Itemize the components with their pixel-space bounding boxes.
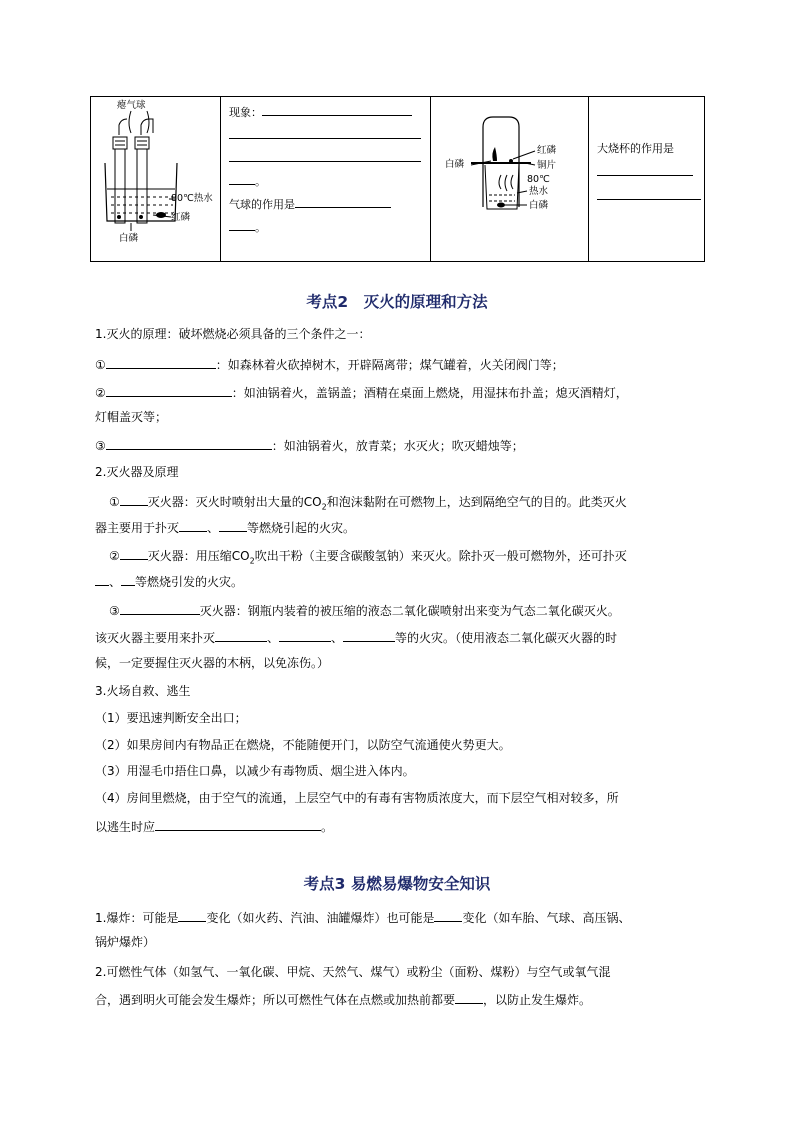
extinguisher-3-text-3: 等的火灾。（使用液态二氧化碳灭火器的时	[395, 631, 618, 645]
extinguisher-3	[109, 601, 620, 619]
method-3-blank[interactable]	[106, 436, 272, 450]
extinguisher-3-text: 灭火器：钢瓶内装着的被压缩的液态二氧化碳喷射出来变为气态二氧化碳灭火。	[199, 604, 620, 618]
escape-heading: 3.火场自救、逃生	[95, 684, 191, 698]
method-1	[95, 355, 564, 373]
extinguisher-1-text-3: 器主要用于扑灭	[95, 521, 180, 535]
beaker-role-cell	[589, 97, 705, 262]
method-2-continued: 灯帽盖灭等；	[95, 410, 168, 424]
method-3-number: ③	[95, 439, 106, 453]
extinguisher-3-type-blank[interactable]	[120, 601, 200, 615]
beaker-role-blank-2[interactable]	[597, 185, 701, 200]
extinguisher-1-number: ①	[109, 495, 120, 509]
extinguisher-2-text-3: 等燃烧引发的火灾。	[135, 575, 244, 589]
section-3-title: 考点3 易燃易爆物安全知识	[303, 875, 491, 893]
extinguisher-2-number: ②	[109, 549, 120, 563]
balloon-role-blank[interactable]	[295, 193, 391, 208]
experiment-table	[90, 96, 705, 262]
method-2-number: ②	[95, 386, 106, 400]
red-phosphorus-label: 红磷	[171, 212, 191, 223]
extinguisher-2-blank-a[interactable]	[95, 572, 109, 586]
extinguisher-3-continued	[95, 628, 617, 646]
extinguisher-heading: 2.灭火器及原理	[95, 465, 179, 479]
extinguisher-3-blank-c[interactable]	[343, 628, 395, 642]
method-1-number: ①	[95, 358, 106, 372]
explosion-line-2: 锅炉爆炸）	[95, 935, 156, 949]
extinguisher-2-continued	[95, 572, 243, 590]
phenomenon-blank-3[interactable]	[229, 147, 421, 162]
extinguisher-3-number: ③	[109, 604, 120, 618]
flammable-gas-line-1: 2.可燃性气体（如氢气、一氧化碳、甲烷、天然气、煤气）或粉尘（面粉、煤粉）与空气或氧气混	[95, 965, 611, 979]
separator-3: 、	[267, 631, 280, 645]
extinguisher-3-blank-a[interactable]	[215, 628, 267, 642]
method-2-text: ：如油锅着火，盖锅盖；酒精在桌面上燃烧，用湿抹布扑盖；熄灭酒精灯，	[231, 386, 628, 400]
beaker-role-label: 大烧杯的作用是	[597, 142, 674, 155]
beaker-role-blank-1[interactable]	[597, 161, 693, 176]
escape-blank[interactable]	[155, 817, 321, 831]
extinguisher-1-blank-a[interactable]	[179, 518, 207, 532]
extinguisher-1-text: 灭火器：灭火时喷射出大量的CO	[147, 495, 322, 509]
extinguisher-2-text: 灭火器：用压缩CO	[147, 549, 250, 563]
explosion-text-1: 1.爆炸：可能是	[95, 911, 179, 925]
purity-check-blank[interactable]	[455, 990, 483, 1004]
hot-water-label-2: 热水	[529, 186, 549, 197]
extinguisher-2-blank-b[interactable]	[121, 572, 135, 586]
method-1-text: ：如森林着火砍掉树木，开辟隔离带；煤气罐着，火关闭阀门等；	[215, 358, 564, 372]
extinguisher-1-text-2: 和泡沫黏附在可燃物上，达到隔绝空气的目的。此类灭火	[326, 495, 627, 509]
escape-step-1: （1）要迅速判断安全出口；	[95, 711, 247, 725]
method-2	[95, 383, 628, 401]
extinguisher-1-text-4: 等燃烧引起的火灾。	[247, 521, 356, 535]
phenomenon-cell	[221, 97, 431, 262]
flammable-gas-line-2	[95, 990, 591, 1008]
period-2: 。	[255, 221, 266, 234]
method-1-blank[interactable]	[106, 355, 216, 369]
white-phosphorus-top-label: 白磷	[445, 159, 465, 170]
extinguisher-3-note: 候，一定要握住灭火器的木柄，以免冻伤。）	[95, 656, 330, 670]
explosion-text-2: 变化（如火药、汽油、油罐爆炸）也可能是	[206, 911, 435, 925]
explosion-blank-2[interactable]	[434, 908, 462, 922]
temperature-label: 80℃	[527, 174, 550, 185]
escape-step-4-continued	[95, 817, 333, 835]
extinguisher-1	[109, 492, 627, 515]
co2-subscript: 2	[321, 502, 327, 512]
apparatus-diagram-beaker	[91, 97, 219, 261]
phenomenon-blank-4[interactable]	[229, 170, 255, 185]
separator-2: 、	[109, 575, 122, 589]
flammable-gas-text: 合，遇到明火可能会发生爆炸；所以可燃性气体在点燃或加热前都要	[95, 993, 456, 1007]
figure-cell-large-beaker	[431, 97, 589, 262]
co2-subscript-2: 2	[249, 556, 255, 566]
extinguisher-1-continued	[95, 518, 355, 536]
method-2-blank[interactable]	[106, 383, 232, 397]
escape-text: 以逃生时应	[95, 820, 156, 834]
apparatus-diagram-large-beaker	[431, 97, 587, 261]
extinguisher-3-text-2: 该灭火器主要用来扑灭	[95, 631, 216, 645]
method-3-text: ：如油锅着火，放青菜；水灭火；吹灭蜡烛等；	[271, 439, 524, 453]
balloon-label: 瘪气球	[117, 100, 146, 111]
extinguisher-2	[109, 546, 627, 569]
phenomenon-label: 现象：	[229, 106, 262, 119]
principle-heading: 1.灭火的原理：破坏燃烧必须具备的三个条件之一：	[95, 327, 371, 341]
explosion-line-1	[95, 908, 630, 926]
hot-water-label: 80℃热水	[171, 193, 213, 204]
escape-step-2: （2）如果房间内有物品正在燃烧，不能随便开门，以防空气流通使火势更大。	[95, 738, 511, 752]
extinguisher-2-type-blank[interactable]	[120, 546, 148, 560]
explosion-blank-1[interactable]	[178, 908, 206, 922]
extinguisher-1-blank-b[interactable]	[219, 518, 247, 532]
section-2-title: 考点2 灭火的原理和方法	[306, 293, 488, 311]
balloon-role-label: 气球的作用是	[229, 198, 295, 211]
escape-step-4: （4）房间里燃烧，由于空气的流通，上层空气中的有毒有害物质浓度大，而下层空气相对较多，所	[95, 791, 619, 805]
white-phosphorus-bottom-label: 白磷	[529, 200, 549, 211]
escape-period: 。	[321, 820, 334, 834]
flammable-gas-text-2: ，以防止发生爆炸。	[483, 993, 592, 1007]
phenomenon-blank-2[interactable]	[229, 124, 421, 139]
escape-step-3: （3）用湿毛巾捂住口鼻，以减少有毒物质、烟尘进入体内。	[95, 764, 415, 778]
white-phosphorus-label: 白磷	[119, 233, 139, 244]
explosion-text-3: 变化（如车胎、气球、高压锅、	[462, 911, 631, 925]
red-phosphorus-label-2: 红磷	[537, 145, 557, 156]
method-3	[95, 436, 524, 454]
period: 。	[255, 175, 266, 188]
figure-cell-beaker	[91, 97, 221, 262]
balloon-role-blank-2[interactable]	[229, 216, 255, 231]
separator-4: 、	[331, 631, 344, 645]
copper-plate-label: 铜片	[537, 160, 557, 171]
extinguisher-2-text-2: 吹出干粉（主要含碳酸氢钠）来灭火。除扑灭一般可燃物外，还可扑灭	[254, 549, 627, 563]
separator: 、	[207, 521, 220, 535]
extinguisher-3-blank-b[interactable]	[279, 628, 331, 642]
extinguisher-1-type-blank[interactable]	[120, 492, 148, 506]
phenomenon-blank-1[interactable]	[262, 101, 412, 116]
